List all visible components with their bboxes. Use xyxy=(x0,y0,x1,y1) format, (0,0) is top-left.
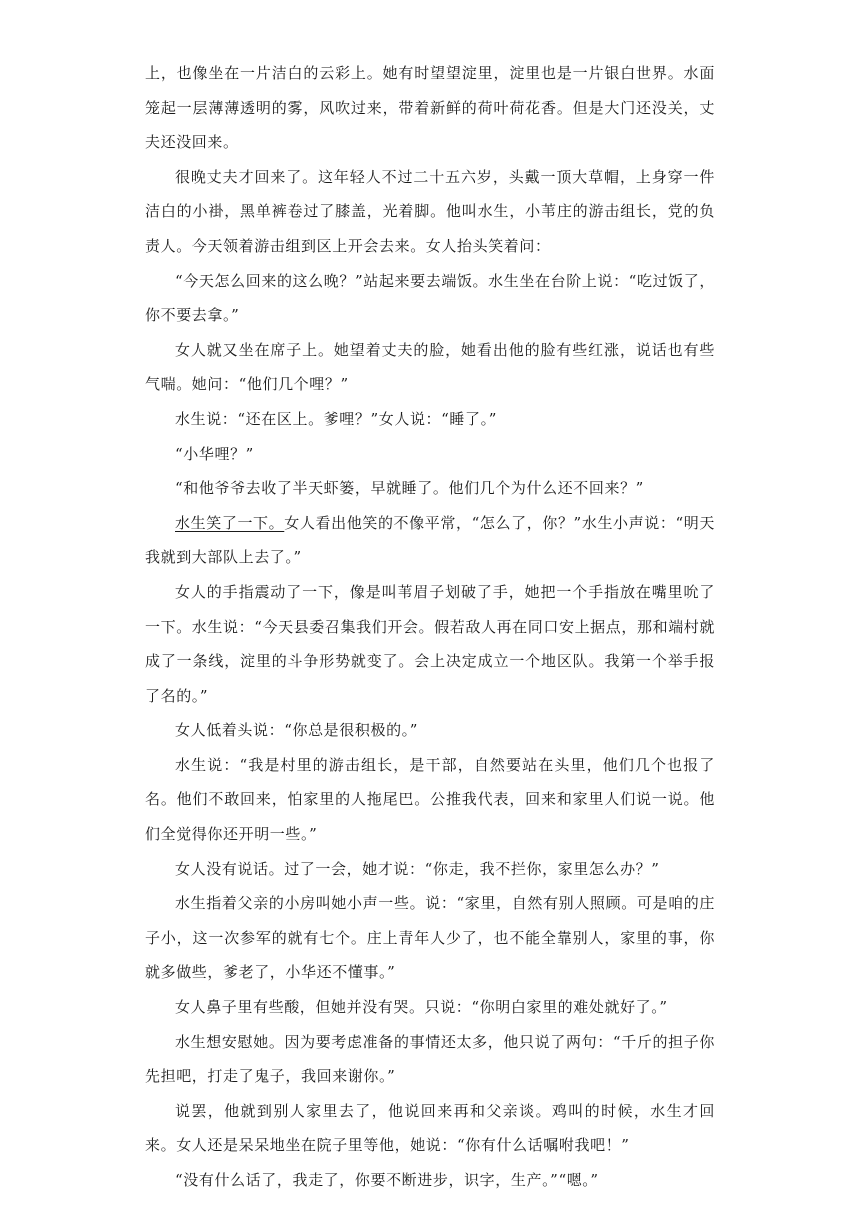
paragraph-2: 很晚丈夫才回来了。这年轻人不过二十五六岁，头戴一顶大草帽，上身穿一件洁白的小褂，黑单裤卷过了膝盖，光着脚。他叫水生，小苇庄的游击组长，党的负责人。今天领着游击组到区上开会去来。女人抬头笑着问： xyxy=(145,167,715,255)
paragraph-8 xyxy=(145,506,715,575)
paragraph-17: “没有什么话了，我走了，你要不断进步，识字，生产。”“嗯。” xyxy=(175,1171,599,1189)
paragraph-9: 女人的手指震动了一下，像是叫苇眉子划破了手，她把一个手指放在嘴里吮了一下。水生说：“今天县委召集我们开会。假若敌人再在同口安上据点，那和端村就成了一条线，淀里的斗争形势就变了。会上决定成立一个地区队。我第一个举手报了名的。” xyxy=(145,582,715,705)
paragraph-5: 水生说：“还在区上。爹哩？”女人说：“睡了。” xyxy=(175,409,497,428)
paragraph-4: 女人就又坐在席子上。她望着丈夫的脸，她看出他的脸有些红涨，说话也有些气喘。她问：“他们几个哩？” xyxy=(145,340,715,394)
document-page xyxy=(145,56,715,1198)
paragraph-11: 水生说：“我是村里的游击组长，是干部，自然要站在头里，他们几个也报了名。他们不敢回来，怕家里的人拖尾巴。公推我代表，回来和家里人们说一说。他们全觉得你还开明一些。” xyxy=(145,755,715,844)
paragraph-7: “和他爷爷去收了半天虾篓，早就睡了。他们几个为什么还不回来？” xyxy=(175,479,644,498)
paragraph-10: 女人低着头说：“你总是很积极的。” xyxy=(175,721,419,740)
paragraph-16: 说罢，他就到别人家里去了，他说回来再和父亲谈。鸡叫的时候，水生才回来。女人还是呆呆地坐在院子里等他，她说：“你有什么话嘱咐我吧！” xyxy=(145,1101,715,1155)
paragraph-12: 女人没有说话。过了一会，她才说：“你走，我不拦你，家里怎么办？” xyxy=(175,859,660,878)
paragraph-13: 水生指着父亲的小房叫她小声一些。说：“家里，自然有别人照顾。可是咱的庄子小，这一次参军的就有七个。庄上青年人少了，也不能全靠别人，家里的事，你就多做些，爹老了，小华还不懂事。” xyxy=(145,894,715,982)
paragraph-14: 女人鼻子里有些酸，但她并没有哭。只说：“你明白家里的难处就好了。” xyxy=(175,998,668,1017)
paragraph-1: 上，也像坐在一片洁白的云彩上。她有时望望淀里，淀里也是一片银白世界。水面笼起一层薄薄透明的雾，风吹过来，带着新鲜的荷叶荷花香。但是大门还没关，丈夫还没回来。 xyxy=(145,64,715,152)
paragraph-6: “小华哩？” xyxy=(175,444,254,463)
paragraph-8-rest: 女人看出他笑的不像平常，“怎么了，你？”水生小声说：“明天我就到大部队上去了。” xyxy=(145,513,715,567)
paragraph-3: “今天怎么回来的这么晚？”站起来要去端饭。水生坐在台阶上说：“吃过饭了，你不要去拿。” xyxy=(145,271,715,325)
underlined-sentence: 水生笑了一下。 xyxy=(175,513,285,532)
paragraph-15: 水生想安慰她。因为要考虑准备的事情还太多，他只说了两句：“千斤的担子你先担吧，打走了鬼子，我回来谢你。” xyxy=(145,1032,715,1086)
